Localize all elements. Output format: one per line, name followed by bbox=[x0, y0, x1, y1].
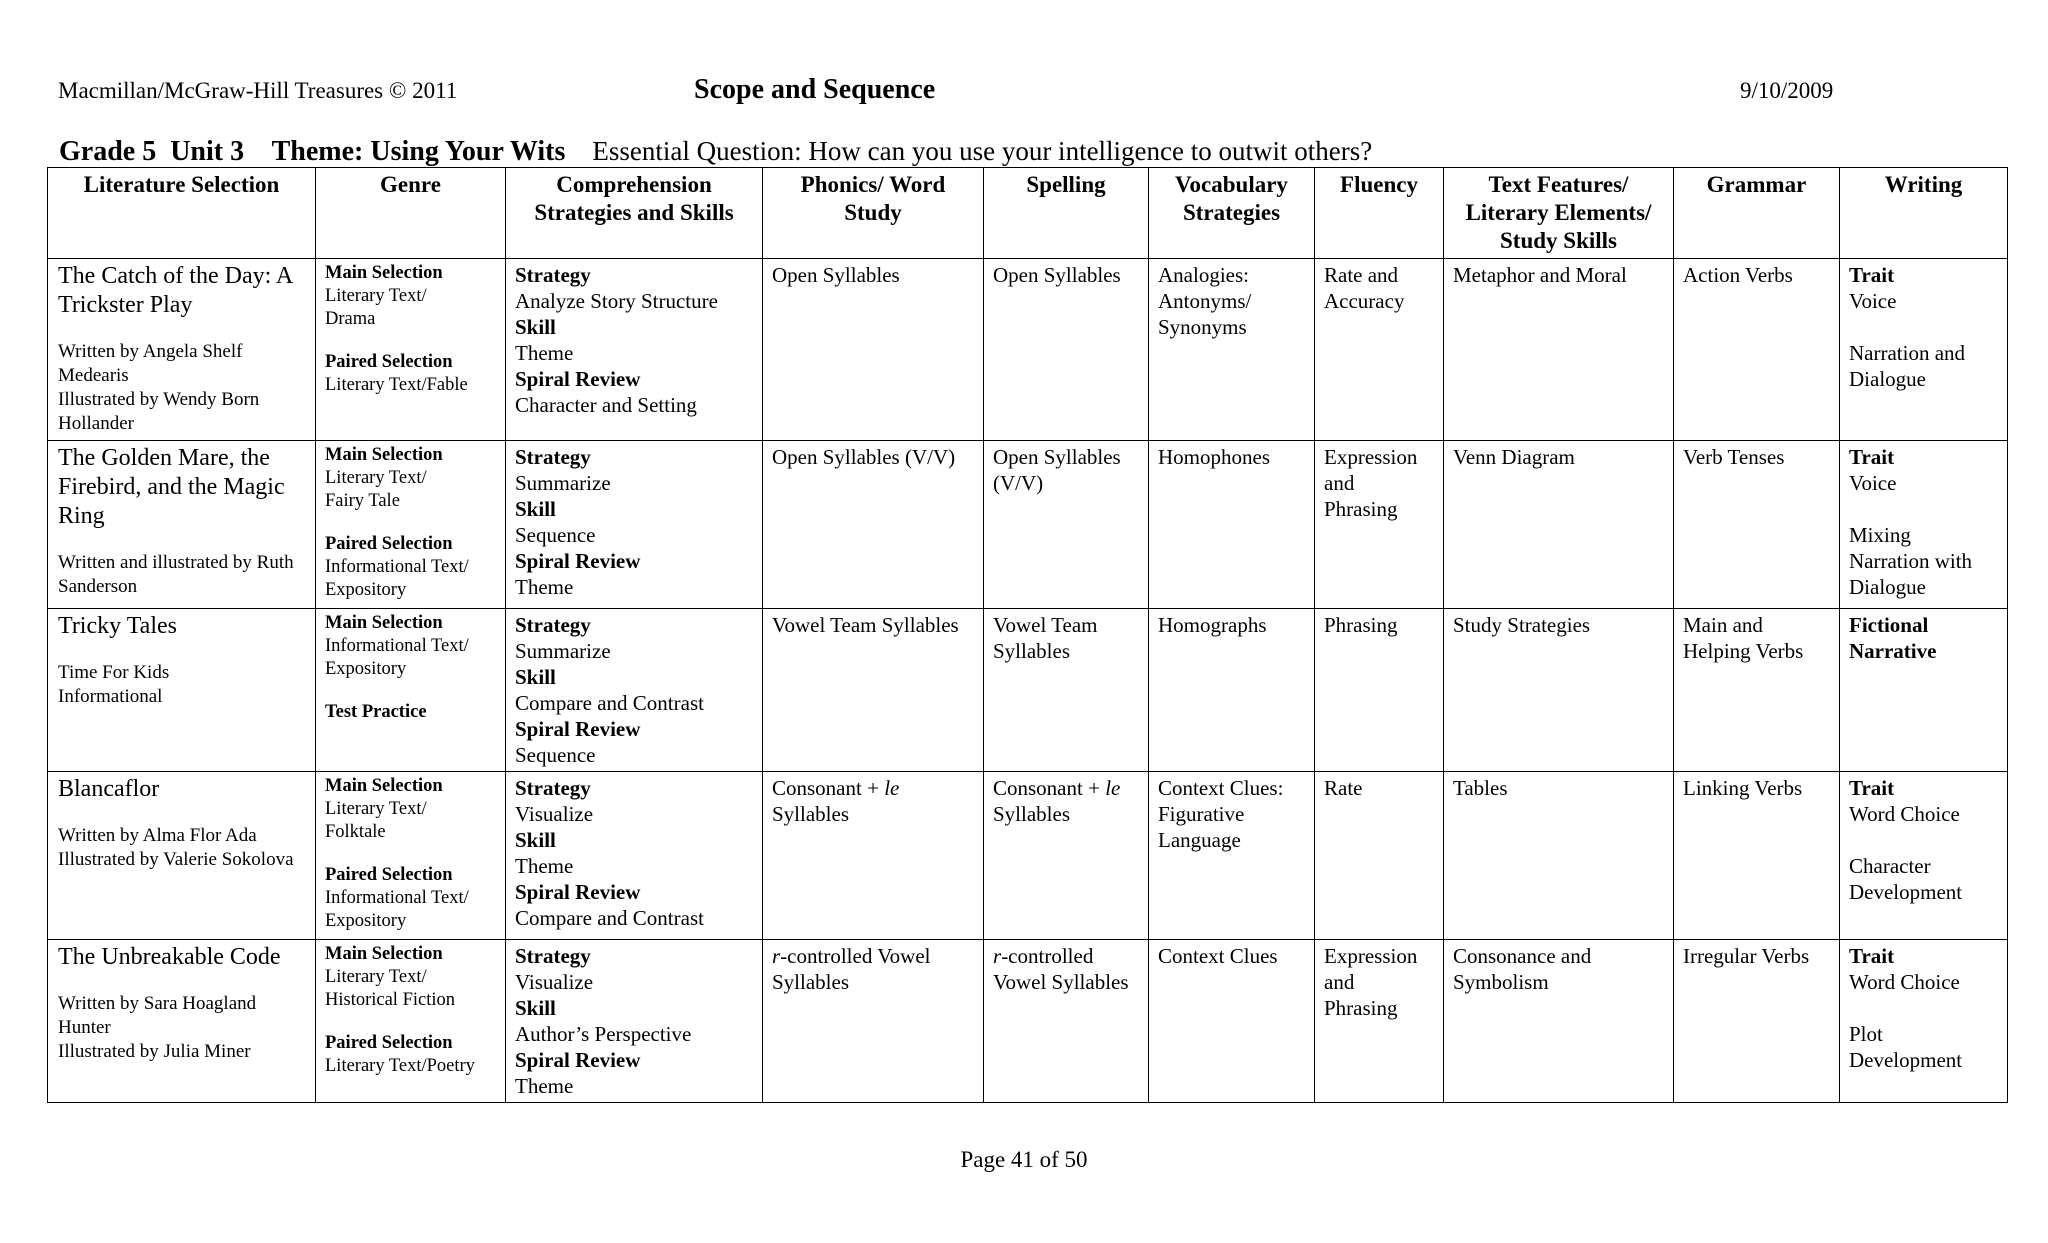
writing-label: Trait bbox=[1849, 445, 1895, 469]
fluency-cell bbox=[1315, 772, 1444, 940]
spiral-review-text: Theme bbox=[515, 1074, 574, 1098]
spelling-pre: Consonant + bbox=[993, 776, 1106, 800]
spelling-cell bbox=[984, 441, 1149, 609]
comprehension-cell bbox=[506, 940, 763, 1103]
strategy-label: Strategy bbox=[515, 263, 591, 287]
text-line: Historical Fiction bbox=[325, 990, 455, 1010]
text-line: Phrasing bbox=[1324, 996, 1398, 1020]
text-line: Expository bbox=[325, 911, 407, 931]
spelling-post: Syllables bbox=[993, 802, 1070, 826]
phonics-cell bbox=[763, 609, 984, 772]
writing-extra bbox=[1849, 853, 1998, 905]
text-line: Mixing bbox=[1849, 523, 1911, 547]
phonics-italic: r bbox=[772, 944, 781, 968]
phonics-cell bbox=[763, 772, 984, 940]
table-row bbox=[48, 441, 2008, 609]
genre-main-label: Main Selection bbox=[325, 263, 443, 283]
selection-credits bbox=[58, 340, 306, 436]
text-line: Language bbox=[1158, 828, 1241, 852]
table-row bbox=[48, 259, 2008, 441]
grammar-text: Linking Verbs bbox=[1683, 776, 1803, 800]
grammar-text: Action Verbs bbox=[1683, 263, 1793, 287]
unit-heading bbox=[59, 136, 1372, 168]
text-line: Plot bbox=[1849, 1022, 1883, 1046]
spiral-review-text: Theme bbox=[515, 575, 574, 599]
skill-text: Theme bbox=[515, 854, 574, 878]
text-line: Literary Text/Poetry bbox=[325, 1056, 475, 1076]
writing-trait: Voice bbox=[1849, 471, 1897, 495]
writing-cell bbox=[1840, 772, 2008, 940]
strategy-label: Strategy bbox=[515, 613, 591, 637]
spelling-italic: r bbox=[993, 944, 1002, 968]
skill-text: Compare and Contrast bbox=[515, 691, 704, 715]
spelling-text: Vowel Team Syllables bbox=[993, 613, 1098, 663]
writing-extra bbox=[1849, 522, 1998, 600]
text-features-text: Consonance and Symbolism bbox=[1453, 944, 1592, 994]
writing-cell bbox=[1840, 940, 2008, 1103]
skill-label: Skill bbox=[515, 996, 556, 1020]
text-line: Literary Text/ bbox=[325, 468, 427, 488]
writing-label: Trait bbox=[1849, 944, 1895, 968]
text-line: Phrasing bbox=[1324, 497, 1398, 521]
header-row bbox=[48, 168, 2008, 259]
writing-cell bbox=[1840, 609, 2008, 772]
table-row bbox=[48, 609, 2008, 772]
writing-label: Trait bbox=[1849, 776, 1895, 800]
strategy-text: Summarize bbox=[515, 471, 611, 495]
text-line: Narration with bbox=[1849, 549, 1973, 573]
text-features-text: Venn Diagram bbox=[1453, 445, 1575, 469]
text-line: Informational Text/ bbox=[325, 557, 469, 577]
table-row bbox=[48, 772, 2008, 940]
text-line: Time For Kids bbox=[58, 662, 170, 683]
selection-title: Blancaflor bbox=[58, 776, 160, 802]
text-line: Informational Text/ bbox=[325, 888, 469, 908]
genre-main-label: Main Selection bbox=[325, 776, 443, 796]
spelling-cell bbox=[984, 609, 1149, 772]
spiral-review-label: Spiral Review bbox=[515, 367, 641, 391]
literature-cell bbox=[48, 609, 316, 772]
text-features-text: Study Strategies bbox=[1453, 613, 1591, 637]
fluency-cell bbox=[1315, 940, 1444, 1103]
selection-credits bbox=[58, 551, 306, 599]
phonics-cell bbox=[763, 940, 984, 1103]
text-line: Written by Alma Flor Ada bbox=[58, 825, 257, 846]
selection-credits bbox=[58, 824, 306, 872]
strategy-label: Strategy bbox=[515, 445, 591, 469]
spiral-review-label: Spiral Review bbox=[515, 549, 641, 573]
grammar-text: Verb Tenses bbox=[1683, 445, 1785, 469]
text-line: Illustrated by Valerie Sokolova bbox=[58, 849, 294, 870]
grammar-cell bbox=[1674, 940, 1840, 1103]
fluency-cell bbox=[1315, 609, 1444, 772]
comprehension-cell bbox=[506, 441, 763, 609]
phonics-text: Vowel Team Syllables bbox=[772, 613, 959, 637]
selection-title: The Catch of the Day: A Trickster Play bbox=[58, 263, 292, 318]
selection-credits bbox=[58, 992, 306, 1064]
grammar-cell bbox=[1674, 772, 1840, 940]
strategy-text: Visualize bbox=[515, 970, 594, 994]
text-line: Illustrated by Julia Miner bbox=[58, 1041, 251, 1062]
writing-cell bbox=[1840, 441, 2008, 609]
text-line: Dialogue bbox=[1849, 575, 1926, 599]
genre-second-label: Paired Selection bbox=[325, 534, 453, 554]
skill-label: Skill bbox=[515, 315, 556, 339]
grammar-text: Irregular Verbs bbox=[1683, 944, 1810, 968]
document-date: 9/10/2009 bbox=[1740, 78, 1834, 103]
text-features-cell bbox=[1444, 441, 1674, 609]
skill-text: Theme bbox=[515, 341, 574, 365]
spelling-text: Open Syllables bbox=[993, 263, 1121, 287]
literature-cell bbox=[48, 441, 316, 609]
text-features-cell bbox=[1444, 259, 1674, 441]
phonics-cell bbox=[763, 259, 984, 441]
col-header-fluency: Fluency bbox=[1315, 168, 1444, 259]
text-line: Expository bbox=[325, 659, 407, 679]
phonics-pre: Consonant + bbox=[772, 776, 885, 800]
text-features-text: Tables bbox=[1453, 776, 1508, 800]
text-line: Narration and bbox=[1849, 341, 1966, 365]
genre-second-label: Paired Selection bbox=[325, 1033, 453, 1053]
writing-trait: Voice bbox=[1849, 289, 1897, 313]
text-line: Accuracy bbox=[1324, 289, 1405, 313]
text-line: Context Clues: bbox=[1158, 776, 1284, 800]
col-header-literature: Literature Selection bbox=[48, 168, 316, 259]
theme-label: Theme: Using Your Wits bbox=[271, 136, 566, 167]
text-features-text: Metaphor and Moral bbox=[1453, 263, 1627, 287]
text-line: Expository bbox=[325, 580, 407, 600]
phonics-text: Open Syllables (V/V) bbox=[772, 445, 956, 469]
literature-cell bbox=[48, 772, 316, 940]
genre-cell bbox=[316, 609, 506, 772]
text-line: Folktale bbox=[325, 822, 386, 842]
genre-second-label: Test Practice bbox=[325, 702, 427, 722]
writing-cell bbox=[1840, 259, 2008, 441]
phonics-post: -controlled Vowel Syllables bbox=[772, 944, 931, 994]
document-title: Scope and Sequence bbox=[694, 74, 936, 105]
text-line: Rate bbox=[1324, 776, 1363, 800]
spelling-post: -controlled Vowel Syllables bbox=[993, 944, 1129, 994]
skill-label: Skill bbox=[515, 497, 556, 521]
text-line: and bbox=[1324, 970, 1355, 994]
spiral-review-text: Sequence bbox=[515, 743, 596, 767]
literature-cell bbox=[48, 259, 316, 441]
phonics-text: Open Syllables bbox=[772, 263, 900, 287]
spelling-cell bbox=[984, 940, 1149, 1103]
genre-main-label: Main Selection bbox=[325, 944, 443, 964]
col-header-grammar: Grammar bbox=[1674, 168, 1840, 259]
col-header-spelling: Spelling bbox=[984, 168, 1149, 259]
page-number: Page 41 of 50 bbox=[960, 1147, 1088, 1172]
text-line: Fairy Tale bbox=[325, 491, 400, 511]
text-line: Homographs bbox=[1158, 613, 1267, 637]
spiral-review-label: Spiral Review bbox=[515, 880, 641, 904]
text-line: Literary Text/ bbox=[325, 967, 427, 987]
text-line: Dialogue bbox=[1849, 367, 1926, 391]
scope-sequence-table bbox=[47, 167, 2008, 1103]
text-features-cell bbox=[1444, 772, 1674, 940]
genre-cell bbox=[316, 772, 506, 940]
selection-title: The Golden Mare, the Firebird, and the Magic Ring bbox=[58, 445, 285, 529]
vocabulary-cell bbox=[1149, 609, 1315, 772]
text-line: Phrasing bbox=[1324, 613, 1398, 637]
genre-main-label: Main Selection bbox=[325, 445, 443, 465]
spiral-review-text: Compare and Contrast bbox=[515, 906, 704, 930]
text-line: Informational bbox=[58, 686, 163, 707]
text-line: Expression bbox=[1324, 944, 1418, 968]
spelling-cell bbox=[984, 772, 1149, 940]
text-line: Homophones bbox=[1158, 445, 1270, 469]
strategy-text: Visualize bbox=[515, 802, 594, 826]
phonics-post: Syllables bbox=[772, 802, 849, 826]
writing-trait: Word Choice bbox=[1849, 970, 1960, 994]
spelling-cell bbox=[984, 259, 1149, 441]
text-line: Literary Text/ bbox=[325, 286, 427, 306]
phonics-italic: le bbox=[884, 776, 900, 800]
grade-unit-label: Grade 5 Unit 3 bbox=[59, 136, 245, 167]
text-line: Written by Sara Hoagland Hunter bbox=[58, 993, 257, 1038]
text-line: Drama bbox=[325, 309, 376, 329]
strategy-text: Summarize bbox=[515, 639, 611, 663]
essential-question: Essential Question: How can you use your intelligence to outwit others? bbox=[592, 136, 1373, 166]
spiral-review-label: Spiral Review bbox=[515, 717, 641, 741]
text-features-cell bbox=[1444, 940, 1674, 1103]
text-line: Development bbox=[1849, 1048, 1963, 1072]
writing-trait: Word Choice bbox=[1849, 802, 1960, 826]
selection-title: The Unbreakable Code bbox=[58, 944, 281, 970]
genre-second-label: Paired Selection bbox=[325, 352, 453, 372]
text-line: Figurative bbox=[1158, 802, 1245, 826]
writing-label: Trait bbox=[1849, 263, 1895, 287]
genre-second-label: Paired Selection bbox=[325, 865, 453, 885]
text-line: Written and illustrated by Ruth Sanderson bbox=[58, 552, 294, 597]
vocabulary-cell bbox=[1149, 259, 1315, 441]
fluency-cell bbox=[1315, 441, 1444, 609]
col-header-genre: Genre bbox=[316, 168, 506, 259]
grammar-text: Main and Helping Verbs bbox=[1683, 613, 1804, 663]
vocabulary-cell bbox=[1149, 940, 1315, 1103]
text-line: Character bbox=[1849, 854, 1931, 878]
comprehension-cell bbox=[506, 772, 763, 940]
strategy-label: Strategy bbox=[515, 944, 591, 968]
grammar-cell bbox=[1674, 609, 1840, 772]
spelling-italic: le bbox=[1105, 776, 1121, 800]
spiral-review-text: Character and Setting bbox=[515, 393, 697, 417]
strategy-text: Analyze Story Structure bbox=[515, 289, 718, 313]
strategy-label: Strategy bbox=[515, 776, 591, 800]
text-line: Synonyms bbox=[1158, 315, 1247, 339]
text-line: Literary Text/Fable bbox=[325, 375, 468, 395]
text-line: Analogies: bbox=[1158, 263, 1249, 287]
selection-title: Tricky Tales bbox=[58, 613, 177, 639]
skill-text: Sequence bbox=[515, 523, 596, 547]
text-line: Antonyms/ bbox=[1158, 289, 1252, 313]
text-line: Context Clues bbox=[1158, 944, 1278, 968]
text-line: Expression bbox=[1324, 445, 1418, 469]
table-row bbox=[48, 940, 2008, 1103]
grammar-cell bbox=[1674, 259, 1840, 441]
writing-extra bbox=[1849, 340, 1998, 392]
spelling-text: Open Syllables (V/V) bbox=[993, 445, 1121, 495]
vocabulary-cell bbox=[1149, 441, 1315, 609]
genre-cell bbox=[316, 940, 506, 1103]
genre-main-label: Main Selection bbox=[325, 613, 443, 633]
literature-cell bbox=[48, 940, 316, 1103]
skill-label: Skill bbox=[515, 665, 556, 689]
comprehension-cell bbox=[506, 259, 763, 441]
vocabulary-cell bbox=[1149, 772, 1315, 940]
text-line: Illustrated by Wendy Born Hollander bbox=[58, 389, 260, 434]
text-line: Written by Angela Shelf Medearis bbox=[58, 341, 243, 386]
col-header-vocabulary: Vocabulary Strategies bbox=[1149, 168, 1315, 259]
col-header-comprehension: Comprehension Strategies and Skills bbox=[506, 168, 763, 259]
skill-text: Author’s Perspective bbox=[515, 1022, 692, 1046]
writing-label: Fictional Narrative bbox=[1849, 613, 1937, 663]
text-line: and bbox=[1324, 471, 1355, 495]
publisher-text: Macmillan/McGraw-Hill Treasures © 2011 bbox=[58, 78, 458, 103]
writing-extra bbox=[1849, 1021, 1998, 1073]
text-line: Literary Text/ bbox=[325, 799, 427, 819]
selection-credits bbox=[58, 661, 306, 709]
text-line: Development bbox=[1849, 880, 1963, 904]
grammar-cell bbox=[1674, 441, 1840, 609]
fluency-cell bbox=[1315, 259, 1444, 441]
phonics-cell bbox=[763, 441, 984, 609]
genre-cell bbox=[316, 259, 506, 441]
spiral-review-label: Spiral Review bbox=[515, 1048, 641, 1072]
skill-label: Skill bbox=[515, 828, 556, 852]
text-line: Rate and bbox=[1324, 263, 1399, 287]
col-header-text-features: Text Features/ Literary Elements/ Study Skills bbox=[1444, 168, 1674, 259]
genre-cell bbox=[316, 441, 506, 609]
text-features-cell bbox=[1444, 609, 1674, 772]
text-line: Informational Text/ bbox=[325, 636, 469, 656]
comprehension-cell bbox=[506, 609, 763, 772]
col-header-phonics: Phonics/ Word Study bbox=[763, 168, 984, 259]
col-header-writing: Writing bbox=[1840, 168, 2008, 259]
